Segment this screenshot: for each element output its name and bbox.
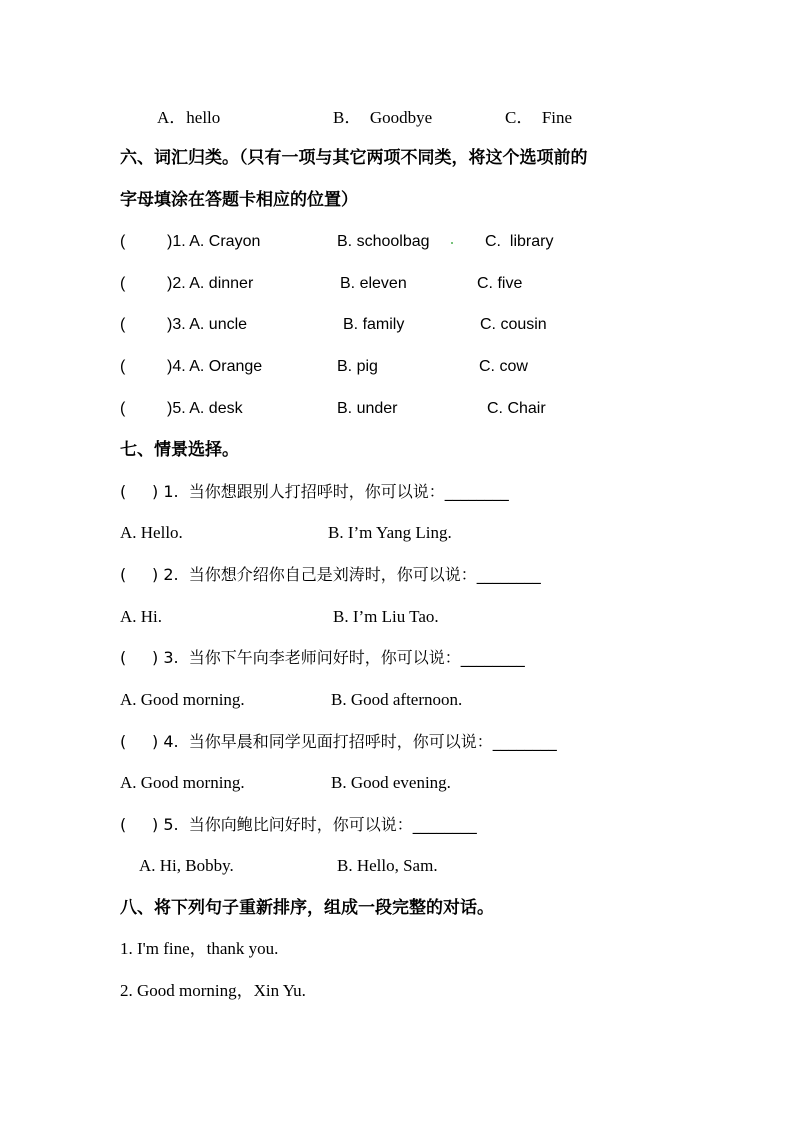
option-b: B. Good afternoon. bbox=[331, 690, 463, 709]
option-c: C. library bbox=[485, 233, 554, 250]
answer-paren: ( bbox=[120, 275, 126, 292]
top-option-c: C． Fine bbox=[505, 108, 573, 127]
option-c: C. cow bbox=[479, 358, 528, 375]
option-b: B. eleven bbox=[340, 275, 407, 292]
answer-paren: ( bbox=[120, 565, 127, 584]
option-a: A. Hi. bbox=[120, 607, 163, 626]
option-c: C. five bbox=[477, 275, 523, 292]
section6-heading-line1: 六、词汇归类。（只有一项与其它两项不同类，将这个选项前的 bbox=[120, 148, 588, 168]
option-b: B. Hello, Sam. bbox=[337, 856, 438, 875]
top-option-a: A．hello bbox=[157, 108, 221, 127]
answer-paren: ( bbox=[120, 732, 127, 751]
option-a: A. Hello. bbox=[120, 523, 183, 542]
dialogue-sentence: 1. I'm fine，thank you. bbox=[120, 939, 279, 958]
option-c: C. cousin bbox=[480, 316, 547, 333]
option-c: C. Chair bbox=[487, 400, 546, 417]
option-b: B. I’m Yang Ling. bbox=[328, 523, 452, 542]
question-text: ) 2. 当你想介绍你自己是刘涛时，你可以说：________ bbox=[152, 565, 541, 584]
question-text: ) 1. 当你想跟别人打招呼时，你可以说：________ bbox=[152, 482, 509, 501]
option-a: )5. A. desk bbox=[167, 400, 243, 417]
answer-paren: ( bbox=[120, 648, 127, 667]
top-option-b: B． Goodbye bbox=[333, 108, 433, 127]
answer-paren: ( bbox=[120, 400, 126, 417]
option-b: B. family bbox=[343, 316, 405, 333]
dialogue-sentence: 2. Good morning，Xin Yu. bbox=[120, 981, 306, 1000]
section6-heading-line2: 字母填涂在答题卡相应的位置） bbox=[120, 190, 358, 210]
answer-paren: ( bbox=[120, 233, 126, 250]
option-b: B. under bbox=[337, 400, 398, 417]
option-a: A. Good morning. bbox=[120, 773, 245, 792]
option-a: A. Hi, Bobby. bbox=[139, 856, 234, 875]
question-text: ) 4. 当你早晨和同学见面打招呼时，你可以说：________ bbox=[152, 732, 557, 751]
answer-paren: ( bbox=[120, 316, 126, 333]
option-b: B. schoolbag bbox=[337, 233, 430, 250]
section8-heading: 八、将下列句子重新排序，组成一段完整的对话。 bbox=[120, 898, 494, 918]
answer-paren: ( bbox=[120, 815, 127, 834]
option-a: )1. A. Crayon bbox=[167, 233, 261, 250]
option-b: B. Good evening. bbox=[331, 773, 451, 792]
question-text: ) 3. 当你下午向李老师问好时，你可以说：________ bbox=[152, 648, 525, 667]
option-a: A. Good morning. bbox=[120, 690, 245, 709]
stray-dot bbox=[451, 242, 453, 244]
option-a: )3. A. uncle bbox=[167, 316, 248, 333]
option-a: )4. A. Orange bbox=[167, 358, 263, 375]
option-b: B. I’m Liu Tao. bbox=[333, 607, 439, 626]
option-b: B. pig bbox=[337, 358, 378, 375]
question-text: ) 5. 当你向鲍比问好时，你可以说：________ bbox=[152, 815, 477, 834]
section7-heading: 七、情景选择。 bbox=[120, 440, 239, 460]
option-a: )2. A. dinner bbox=[167, 275, 254, 292]
answer-paren: ( bbox=[120, 358, 126, 375]
answer-paren: ( bbox=[120, 482, 127, 501]
